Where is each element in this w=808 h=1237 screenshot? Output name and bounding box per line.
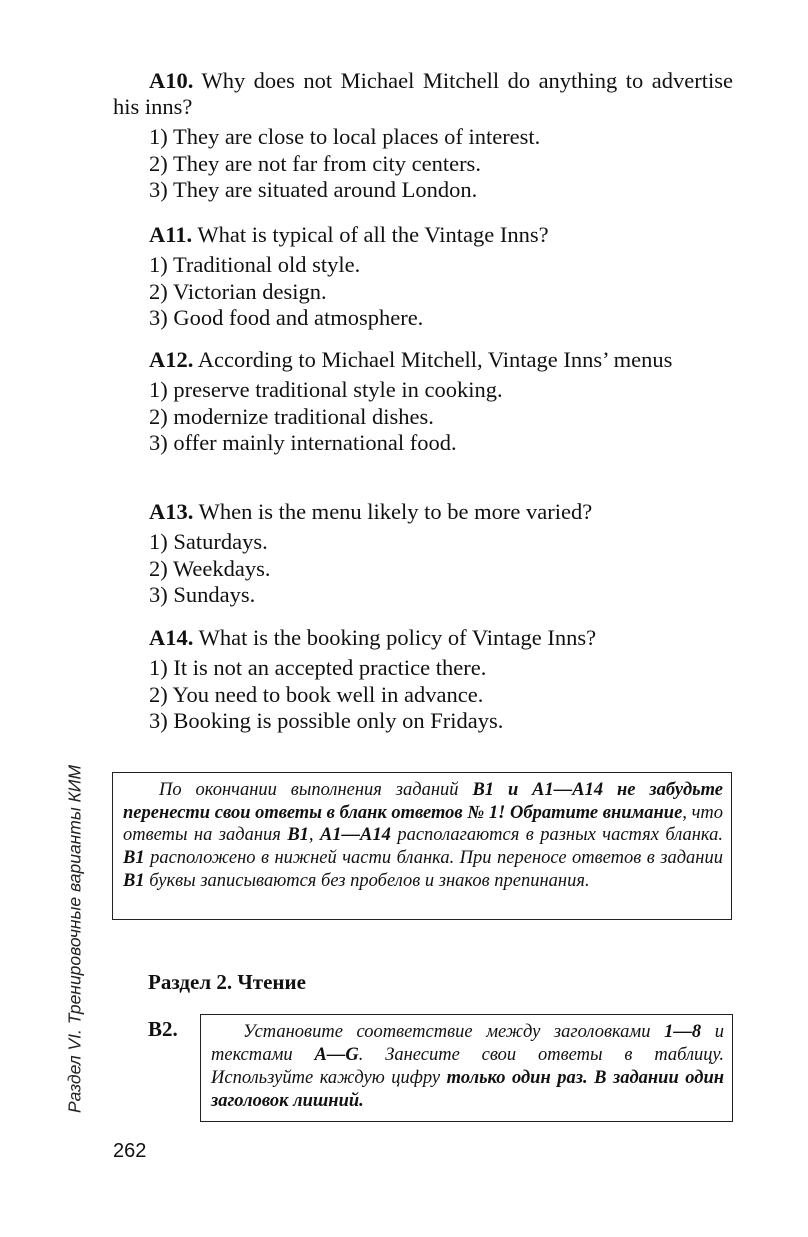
answer-option: 1) Traditional old style. — [149, 252, 361, 277]
task-b2-label: B2. — [148, 1017, 178, 1041]
answer-option: 3) Sundays. — [149, 582, 256, 607]
answer-option: 3) Good food and atmosphere. — [149, 305, 424, 330]
answer-option: 1) It is not an accepted practice there. — [149, 655, 487, 680]
question-number: A12. — [149, 347, 194, 372]
answer-option: 2) Weekdays. — [149, 555, 271, 581]
question-text: What is the booking policy of Vintage Inns? — [193, 625, 597, 650]
page-number: 262 — [113, 1140, 147, 1162]
answer-option: 2) Victorian design. — [149, 278, 327, 304]
instruction-note-text: По окончании выполнения заданий B1 и A1—A14 не забудьте перенести свои ответы в бланк ответов № 1! Обратите внимание, что ответы на задания B1, A1—A14 располагаются в разных частях бланка. B1 расположено в нижней части бланка. При переносе ответов в задании B1 буквы записываются без пробелов и знаков препинания. — [123, 780, 723, 891]
task-b2-instructions-box — [200, 1014, 733, 1122]
question-text: Why does not Michael Mitchell do anything to advertise his inns? — [113, 68, 733, 119]
answer-options — [113, 252, 733, 332]
answer-option: 1) Saturdays. — [149, 529, 268, 554]
question-number: A10. — [149, 68, 194, 93]
answer-options — [113, 124, 733, 204]
answer-option: 3) offer mainly international food. — [149, 430, 457, 455]
answer-option: 2) You need to book well in advance. — [149, 681, 484, 707]
question-text: When is the menu likely to be more varied? — [193, 499, 593, 524]
task-b2-instructions-text: Установите соответствие между заголовками 1—8 и текстами A—G. Занесите свои ответы в таблицу. Используйте каждую цифру только один раз. В задании один заголовок лишний. — [211, 1022, 725, 1111]
question-number: A13. — [149, 499, 194, 524]
answer-options — [113, 655, 733, 735]
question-number: A11. — [149, 222, 193, 247]
answer-options — [113, 377, 733, 457]
question-a13 — [113, 499, 733, 609]
section-title: Раздел 2. Чтение — [148, 970, 306, 994]
side-caption: Раздел VI. Тренировочные варианты КИМ — [64, 764, 85, 1114]
question-a12 — [113, 347, 733, 457]
answer-option: 3) Booking is possible only on Fridays. — [149, 708, 504, 733]
answer-option: 2) They are not far from city centers. — [149, 150, 481, 176]
answer-option: 3) They are situated around London. — [149, 177, 478, 202]
answer-option: 1) They are close to local places of interest. — [149, 124, 541, 149]
question-a11 — [113, 222, 733, 332]
answer-options — [113, 529, 733, 609]
answer-option: 1) preserve traditional style in cooking. — [149, 377, 503, 402]
answer-option: 2) modernize traditional dishes. — [149, 403, 434, 429]
instruction-note-box — [112, 772, 732, 920]
question-a10 — [113, 68, 733, 204]
question-a14 — [113, 625, 733, 735]
question-text: What is typical of all the Vintage Inns? — [192, 222, 549, 247]
question-text: According to Michael Mitchell, Vintage Inns’ menus — [193, 347, 673, 372]
question-number: A14. — [149, 625, 194, 650]
